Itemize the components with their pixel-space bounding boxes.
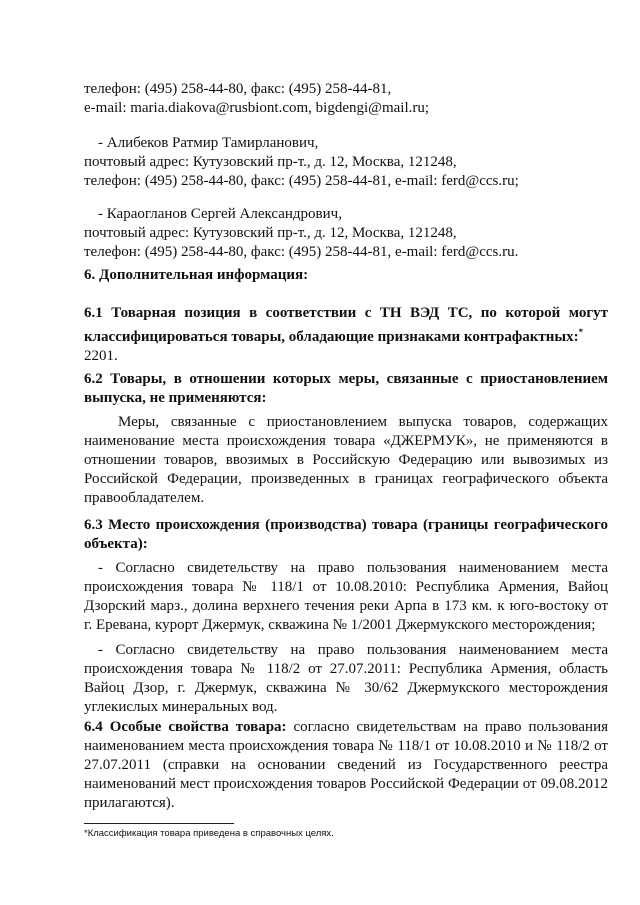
contact-phone-line: телефон: (495) 258-44-80, факс: (495) 258-44-81, [84,81,392,97]
paragraph-line: наименование места происхождения товара «ДЖЕРМУК», не применяются в [84,433,608,449]
paragraph-line: наименованием места происхождения товара № 118/1 от 10.08.2010 и № 118/2 от [84,738,608,754]
paragraph-line: - Согласно свидетельству на право пользования наименованием места [98,642,608,658]
paragraph-line: прилагаются). [84,795,175,811]
contact-phone-line: телефон: (495) 258-44-80, факс: (495) 258-44-81, e-mail: ferd@ccs.ru. [84,244,519,260]
paragraph-line: Дзорский марз., долина верхнего течения реки Арпа в 173 км. к юго-востоку от [84,598,608,614]
footnote: *Классификация товара приведена в справочных целях. [84,828,334,839]
section-6-1 [84,304,608,366]
section-6-4 [84,718,608,813]
paragraph-line: правообладателем. [84,490,205,506]
contact-address: почтовый адрес: Кутузовский пр-т., д. 12, Москва, 121248, [84,225,457,241]
section-6-heading [84,266,608,285]
contact-name: - Алибеков Ратмир Тамирланович, [98,135,319,151]
paragraph-line: Вайоц Дзор, г. Джермук, скважина № 30/62 Джермукского месторождения [84,680,608,696]
contact-phone-line: телефон: (495) 258-44-80, факс: (495) 258-44-81, e-mail: ferd@ccs.ru; [84,173,519,189]
paragraph-line: Меры, связанные с приостановлением выпуска товаров, содержащих [118,414,608,430]
footnote-divider [84,823,234,824]
contact-name: - Караогланов Сергей Александрович, [98,206,342,222]
paragraph-line: наименований мест происхождения товаров Российской Федерации от 09.08.2012 [84,776,608,792]
paragraph-line: происхождения товара № 118/2 от 27.07.2011: Республика Армения, область [84,661,608,677]
contact-address: почтовый адрес: Кутузовский пр-т., д. 12, Москва, 121248, [84,154,457,170]
section-6-2-paragraph [84,413,608,508]
section-6-3-item-2 [84,641,608,717]
section-6-1-title-line-1: 6.1 Товарная позиция в соответствии с ТН ВЭД ТС, по которой могут [84,305,608,321]
contact-block-2 [84,134,608,191]
contact-block-1 [84,80,608,118]
section-6-2-title-line-2: выпуска, не применяются: [84,390,267,406]
section-6-3-item-1 [84,559,608,635]
section-6-2-title-line-1: 6.2 Товары, в отношении которых меры, связанные с приостановлением [84,371,608,387]
contact-block-3 [84,205,608,262]
section-6-3-title-line-1: 6.3 Место происхождения (производства) товара (границы географического [84,517,608,533]
section-6-1-value: 2201. [84,348,118,364]
contact-email-line: e-mail: maria.diakova@rusbiont.com, bigdengi@mail.ru; [84,100,430,116]
section-6-3 [84,516,608,554]
paragraph-line: углекислых минеральных вод. [84,699,278,715]
section-6-4-line-1: 6.4 Особые свойства товара: согласно свидетельствам на право пользования [84,719,608,735]
paragraph-line: - Согласно свидетельству на право пользования наименованием места [98,560,608,576]
paragraph-line: 27.07.2011 (справки на основании сведений из Государственного реестра [84,757,608,773]
footnote-marker: * [578,327,584,337]
section-6-3-title-line-2: объекта): [84,536,148,552]
section-6-1-title-line-2: классифицироваться товары, обладающие признаками контрафактных:* [84,327,584,345]
paragraph-line: Российской Федерации, произведенных в границах географического объекта [84,471,608,487]
section-6-2 [84,370,608,408]
paragraph-line: отношении товаров, ввозимых в Российскую Федерацию или вывозимых из [84,452,608,468]
paragraph-line: происхождения товара № 118/1 от 10.08.2010: Республика Армения, Вайоц [84,579,608,595]
section-heading: 6. Дополнительная информация: [84,267,309,283]
paragraph-line: г. Еревана, курорт Джермук, скважина № 1/2001 Джермукского месторождения; [84,617,596,633]
